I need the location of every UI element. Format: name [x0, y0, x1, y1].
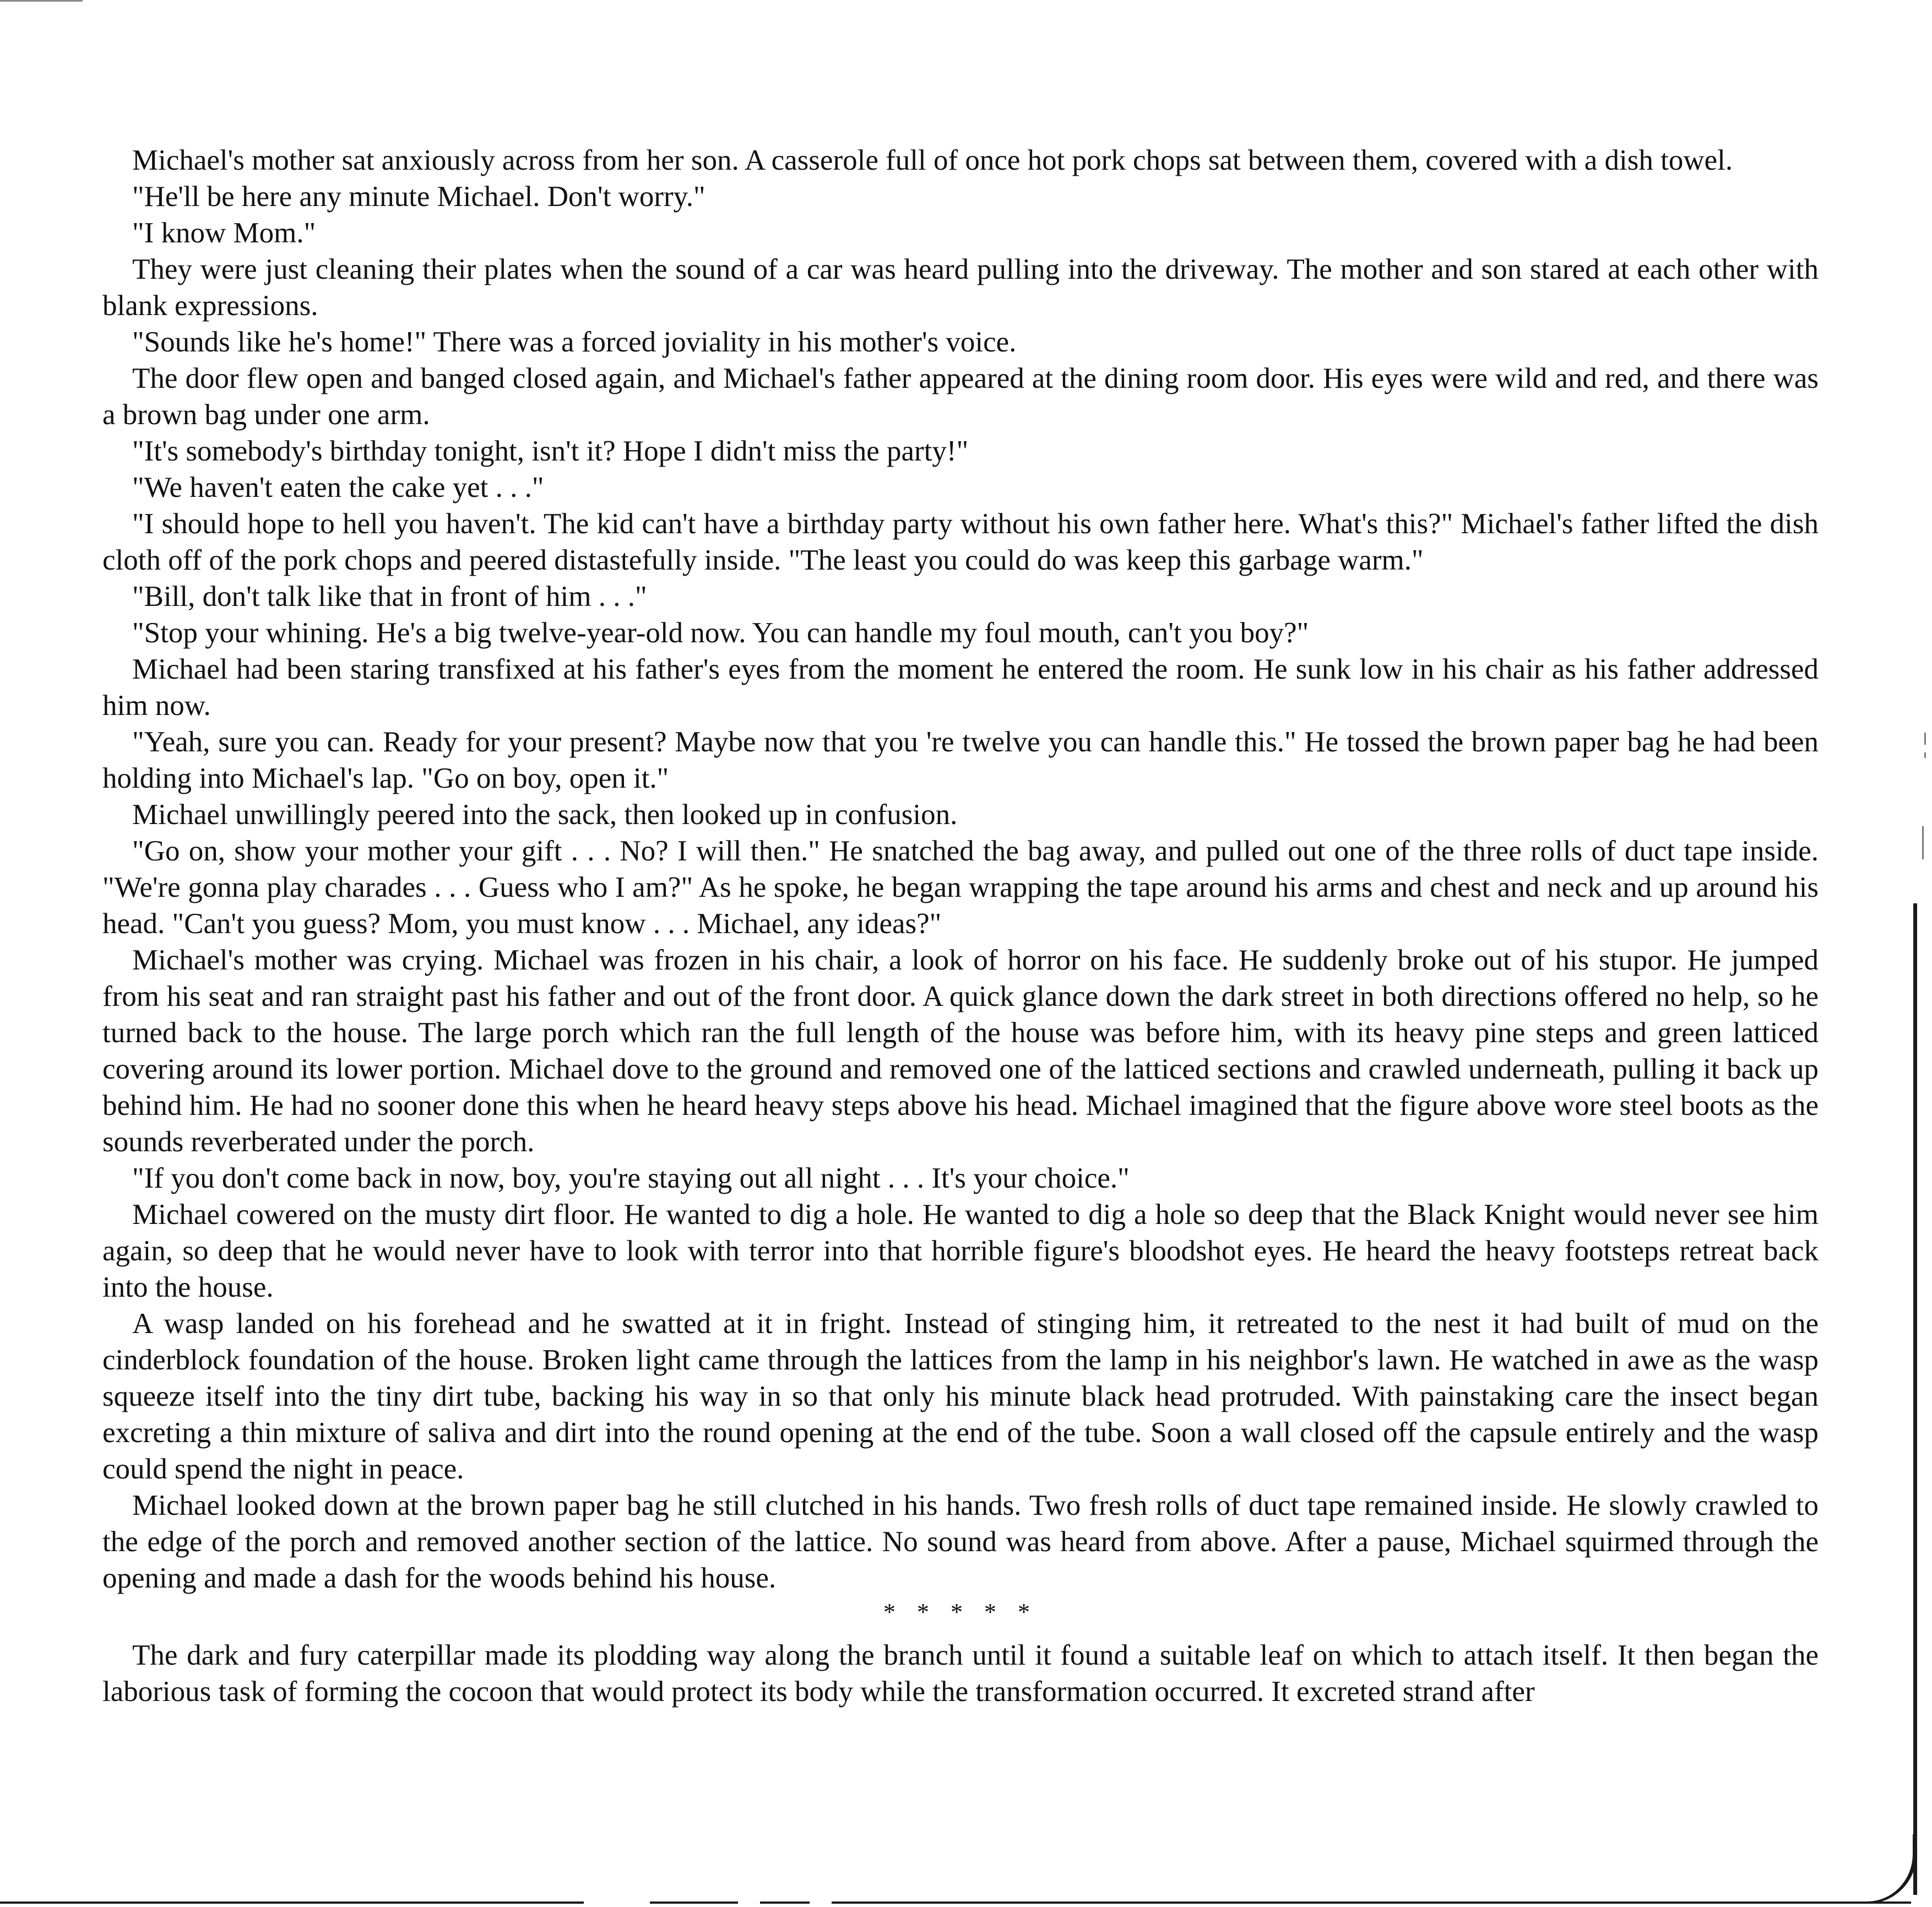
- paragraph: "Bill, don't talk like that in front of him . . .": [132, 581, 647, 613]
- paragraph: "Stop your whining. He's a big twelve-year-old now. You can handle my foul mouth, can't you boy?": [132, 617, 1309, 649]
- section-break: * * * * *: [883, 1599, 1038, 1626]
- paragraph: Michael cowered on the musty dirt floor. He wanted to dig a hole. He wanted to dig a hole so deep that the Black Knight would never see him again, so deep that he would never have to look with terror into that horrible figure's bloodshot eyes. He heard the heavy footsteps retreat back into the house.: [102, 1199, 1819, 1303]
- paragraph: A wasp landed on his forehead and he swatted at it in fright. Instead of stinging him, it retreated to the nest it had built of mud on the cinderblock foundation of the house. Broken light came through the lattices from the lamp in his neighbor's lawn. He watched in awe as the wasp squeeze itself into the tiny dirt tube, backing his way in so that only his minute black head protruded. With painstaking care the insect began excreting a thin mixture of saliva and dirt into the round opening at the end of the tube. Soon a wall closed off the capsule entirely and the wasp could spend the night in peace.: [102, 1308, 1819, 1485]
- paragraph: "If you don't come back in now, boy, you're staying out all night . . . It's your choice.": [132, 1162, 1130, 1194]
- paragraph: "We haven't eaten the cake yet . . .": [132, 472, 544, 503]
- paragraph: Michael had been staring transfixed at his father's eyes from the moment he entered the room. He sunk low in his chair as his father addressed him now.: [102, 653, 1819, 722]
- scan-edge-mark: [1924, 752, 1926, 758]
- paragraph: "Yeah, sure you can. Ready for your present? Maybe now that you 're twelve you can handle this." He tossed the brown paper bag he had been holding into Michael's lap. "Go on boy, open it.": [102, 726, 1819, 794]
- paragraph: Michael's mother was crying. Michael was frozen in his chair, a look of horror on his face. He suddenly broke out of his stupor. He jumped from his seat and ran straight past his father and out of the front door. A quick glance down the dark street in both directions offered no help, so he turned back to the house. The large porch which ran the full length of the house was before him, with its heavy pine steps and green latticed covering around its lower portion. Michael dove to the ground and removed one of the latticed sections and crawled underneath, pulling it back up behind him. He had no sooner done this when he heard heavy steps above his head. Michael imagined that the figure above wore steel boots as the sounds reverberated under the porch.: [102, 944, 1819, 1158]
- page-corner-curve: [1862, 1834, 1917, 1904]
- scan-edge-mark: [0, 0, 83, 2]
- paragraph: "It's somebody's birthday tonight, isn't it? Hope I didn't miss the party!": [132, 435, 969, 467]
- paragraph: "I should hope to hell you haven't. The kid can't have a birthday party without his own father here. What's this?" Michael's father lifted the dish cloth off of the pork chops and peered distastefully inside. "The least you could do was keep this garbage warm.": [102, 508, 1819, 576]
- scan-edge-mark: [1924, 733, 1926, 745]
- rule-gap: [810, 1901, 832, 1904]
- paragraph: Michael's mother sat anxiously across from her son. A casserole full of once hot pork chops sat between them, covered with a dish towel.: [132, 144, 1733, 176]
- paragraph: "He'll be here any minute Michael. Don't worry.": [132, 181, 705, 213]
- scan-edge-mark: [1922, 826, 1924, 859]
- paragraph: "Go on, show your mother your gift . . . No? I will then." He snatched the bag away, and pulled out one of the three rolls of duct tape inside. "We're gonna play charades . . . Guess who I am?" As he spoke, he began wrapping the tape around his arms and chest and neck and up around his head. "Can't you guess? Mom, you must know . . . Michael, any ideas?": [102, 835, 1819, 940]
- paragraph: Michael looked down at the brown paper bag he still clutched in his hands. Two fresh rolls of duct tape remained inside. He slowly crawled to the edge of the porch and removed another section of the lattice. No sound was heard from above. After a pause, Michael squirmed through the opening and made a dash for the woods behind his house.: [102, 1489, 1819, 1594]
- rule-gap: [738, 1901, 760, 1904]
- story-text: [102, 142, 1819, 1710]
- paragraph: The door flew open and banged closed again, and Michael's father appeared at the dining room door. His eyes were wild and red, and there was a brown bag under one arm.: [102, 362, 1819, 431]
- paragraph: "I know Mom.": [132, 217, 316, 249]
- paragraph: The dark and fury caterpillar made its plodding way along the branch until it found a suitable leaf on which to attach itself. It then began the laborious task of forming the cocoon that would protect its body while the transformation occurred. It excreted strand after: [102, 1639, 1819, 1708]
- page-bottom-rule: [0, 1901, 1911, 1904]
- rule-gap: [584, 1901, 650, 1904]
- paragraph: "Sounds like he's home!" There was a forced joviality in his mother's voice.: [132, 326, 1017, 358]
- paragraph: Michael unwillingly peered into the sack, then looked up in confusion.: [132, 799, 958, 831]
- paragraph: They were just cleaning their plates when the sound of a car was heard pulling into the driveway. The mother and son stared at each other with blank expressions.: [102, 253, 1819, 322]
- page-edge-shadow: [1913, 903, 1917, 1895]
